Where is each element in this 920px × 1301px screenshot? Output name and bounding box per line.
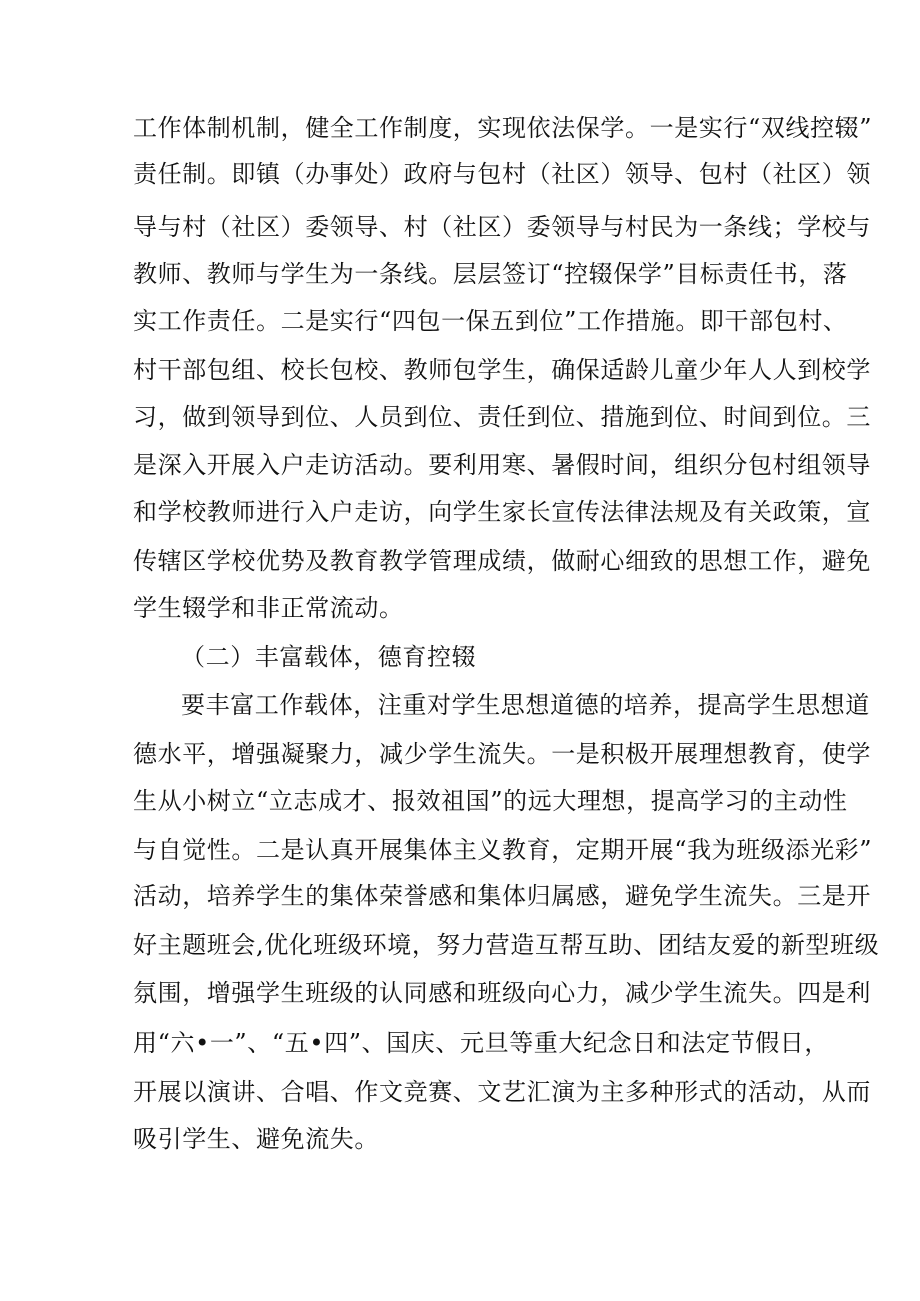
- paragraph-1-line-10: 传辖区学校优势及教育教学管理成绩，做耐心细致的思想工作，避免: [133, 547, 871, 575]
- paragraph-1-line-3: 导与村（社区）委领导、村（社区）委领导与村民为一条线；学校与: [133, 213, 871, 241]
- paragraph-2-line-1: 要丰富工作载体，注重对学生思想道德的培养，提高学生思想道: [181, 691, 870, 719]
- paragraph-1-line-6: 村干部包组、校长包校、教师包学生，确保适龄儿童少年人人到校学: [133, 356, 871, 384]
- paragraph-1-line-9: 和学校教师进行入户走访，向学生家长宣传法律法规及有关政策，宣: [133, 498, 871, 526]
- paragraph-2-line-9: 开展以演讲、合唱、作文竞赛、文艺汇演为主多种形式的活动，从而: [133, 1078, 871, 1106]
- section-heading: （二）丰富载体，德育控辍: [181, 643, 477, 671]
- paragraph-1-line-7: 习，做到领导到位、人员到位、责任到位、措施到位、时间到位。三: [133, 403, 871, 431]
- paragraph-2-line-10: 吸引学生、避免流失。: [133, 1125, 379, 1153]
- paragraph-2-line-3: 生从小树立“立志成才、报效祖国”的远大理想，提高学习的主动性: [133, 787, 848, 815]
- paragraph-2-line-2: 德水平，增强凝聚力，减少学生流失。一是积极开展理想教育，使学: [133, 740, 871, 768]
- paragraph-2-line-6: 好主题班会,优化班级环境，努力营造互帮互助、团结友爱的新型班级: [133, 931, 880, 959]
- paragraph-2-line-5: 活动，培养学生的集体荣誉感和集体归属感，避免学生流失。三是开: [133, 882, 871, 910]
- paragraph-2-line-8: 用“六•一”、“五•四”、国庆、元旦等重大纪念日和法定节假日，: [133, 1029, 829, 1057]
- paragraph-1-line-4: 教师、教师与学生为一条线。层层签订“控辍保学”目标责任书，落: [133, 260, 848, 288]
- paragraph-2-line-4: 与自觉性。二是认真开展集体主义教育，定期开展“我为班级添光彩”: [133, 836, 873, 864]
- paragraph-1-line-11: 学生辍学和非正常流动。: [133, 594, 404, 622]
- paragraph-1-line-2: 责任制。即镇（办事处）政府与包村（社区）领导、包村（社区）领: [133, 160, 871, 188]
- paragraph-1-line-8: 是深入开展入户走访活动。要利用寒、暑假时间，组织分包村组领导: [133, 451, 871, 479]
- paragraph-1-line-1: 工作体制机制，健全工作制度，实现依法保学。一是实行“双线控辍”: [133, 114, 873, 142]
- paragraph-1-line-5: 实工作责任。二是实行“四包一保五到位”工作措施。即干部包村、: [133, 307, 848, 335]
- paragraph-2-line-7: 氛围，增强学生班级的认同感和班级向心力，减少学生流失。四是利: [133, 979, 871, 1007]
